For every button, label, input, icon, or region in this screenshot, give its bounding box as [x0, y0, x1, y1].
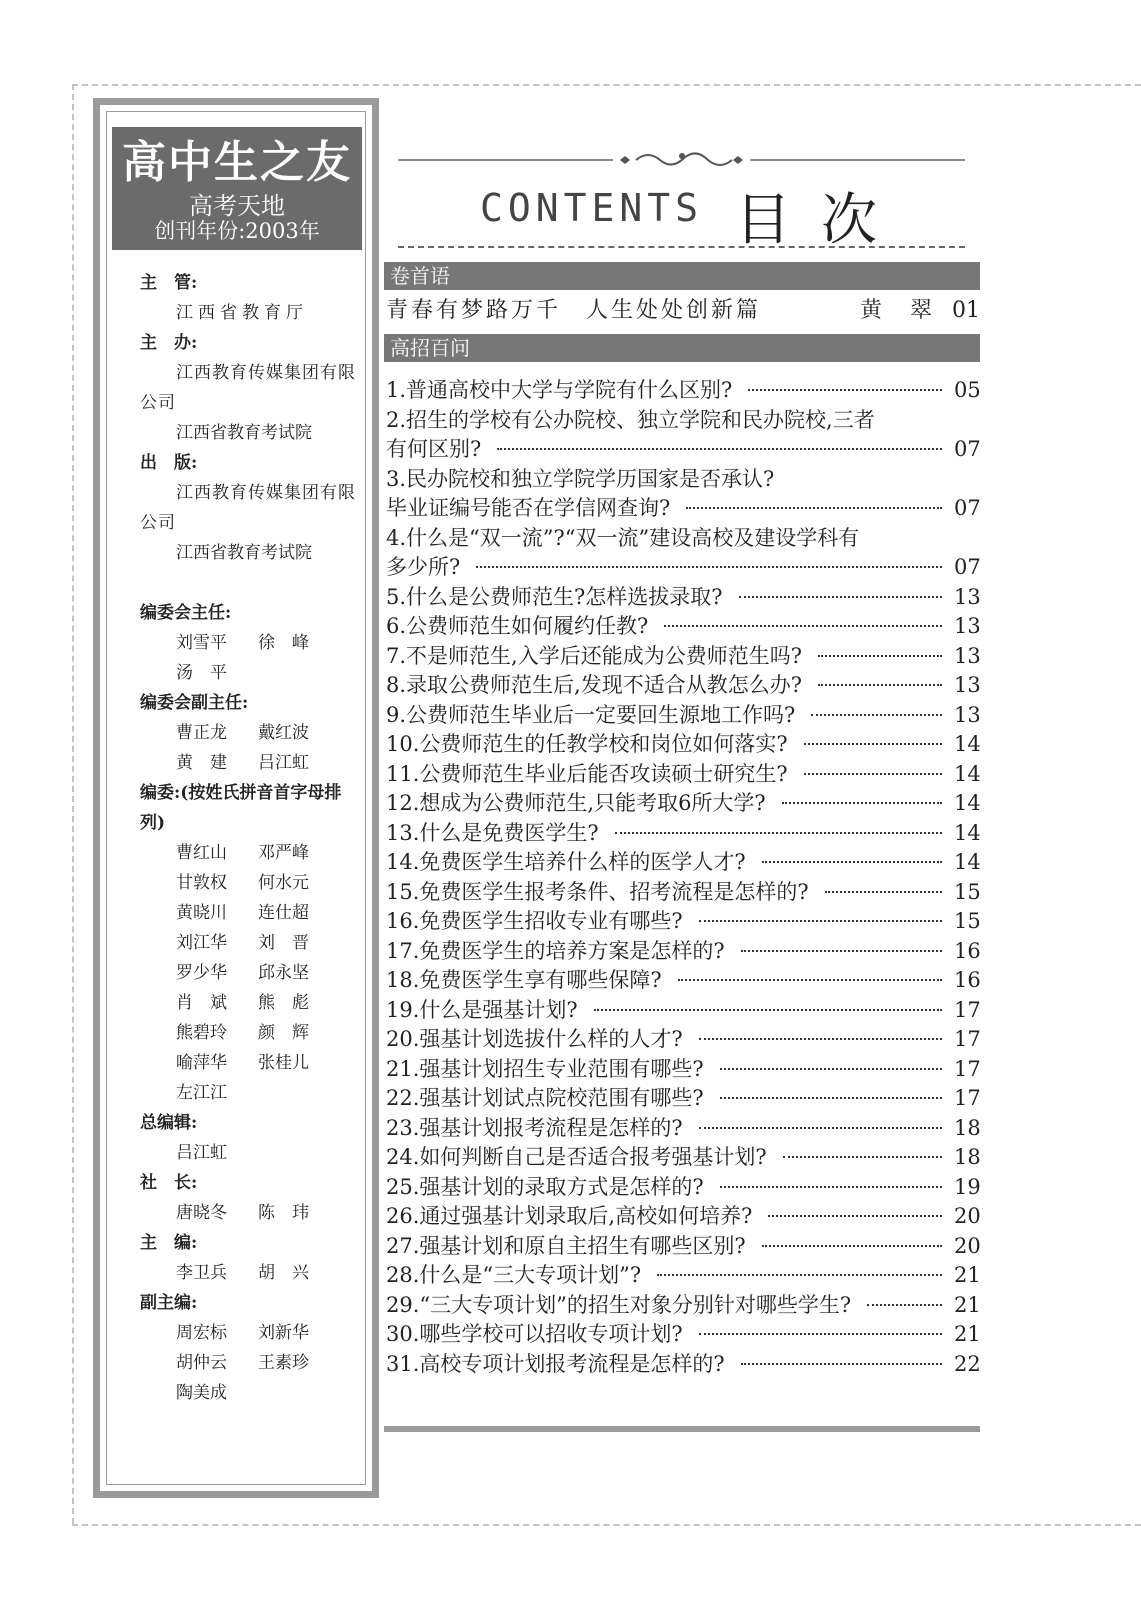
staff-name-row — [140, 1348, 360, 1378]
page-number: 17 — [954, 1056, 981, 1081]
dot-leader — [762, 861, 942, 863]
toc-entry-text: 3.民办院校和独立学院学历国家是否承认? — [386, 466, 775, 491]
toc-entry-text: 1.普通高校中大学与学院有什么区别? — [386, 378, 733, 402]
page-number: 20 — [954, 1204, 981, 1228]
dot-leader — [783, 1156, 942, 1158]
dot-leader — [748, 389, 942, 391]
page-number: 07 — [954, 437, 981, 461]
toc-entry[interactable] — [386, 1350, 980, 1380]
toc-entry-text: 4.什么是“双一流”?“双一流”建设高校及建设学科有 — [386, 525, 860, 550]
toc-entry-text: 29.“三大专项计划”的招生对象分别针对哪些学生? — [386, 1292, 852, 1317]
staff-role: 总编辑: — [140, 1113, 198, 1133]
toc-entry[interactable] — [386, 789, 980, 819]
dot-leader — [699, 1038, 942, 1040]
toc-entry-text: 9.公费师范生毕业后一定要回生源地工作吗? — [386, 702, 796, 727]
dot-leader — [615, 832, 942, 834]
staff-name: 陈 玮 — [258, 1203, 309, 1223]
dot-leader — [594, 1009, 942, 1011]
staff-name: 熊碧玲 — [176, 1023, 227, 1043]
toc-entry-line — [386, 376, 980, 406]
page-number: 21 — [954, 1292, 981, 1317]
toc-entry-text: 24.如何判断自己是否适合报考强基计划? — [386, 1145, 767, 1169]
staff-name-row — [140, 628, 360, 658]
toc-entry-line — [386, 435, 980, 465]
toc-entry-line — [386, 612, 980, 642]
staff-name: 汤 平 — [176, 663, 227, 683]
page-border-bottom — [72, 1524, 1141, 1526]
toc-entry-text: 有何区别? — [386, 437, 482, 461]
contents-cn: 目次 — [735, 188, 907, 253]
dot-leader — [664, 625, 942, 627]
toc-entry-line — [386, 1025, 980, 1055]
toc-entry-line — [386, 1291, 980, 1321]
staff-name-row — [140, 988, 360, 1018]
staff-name: 徐 峰 — [258, 633, 309, 653]
contents-en: CONTENTS — [480, 186, 704, 230]
page-number: 13 — [954, 702, 981, 727]
toc-entry-line — [386, 1350, 980, 1380]
staff-name-row — [140, 1078, 360, 1108]
page-number: 17 — [954, 997, 981, 1022]
staff-name: 罗少华 — [176, 963, 227, 983]
page-number: 13 — [954, 643, 981, 668]
staff-role: 出 版: — [140, 453, 198, 473]
masthead-box — [112, 127, 362, 250]
toc-entry-text: 15.免费医学生报考条件、招考流程是怎样的? — [386, 879, 809, 904]
page-number: 18 — [954, 1145, 981, 1169]
staff-name-row — [140, 1198, 360, 1228]
toc-entry[interactable] — [386, 1055, 980, 1085]
contents-heading — [480, 180, 960, 253]
staff-name: 黄晓川 — [176, 903, 227, 923]
ornament-divider — [398, 150, 965, 170]
toc-entry-text: 11.公费师范生毕业后能否攻读硕士研究生? — [386, 761, 788, 786]
page-border-top — [72, 84, 1141, 86]
toc-entry[interactable] — [386, 465, 980, 524]
dot-leader — [825, 891, 942, 893]
preface-title: 青春有梦路万千 人生处处创新篇 — [386, 298, 762, 323]
founded-year: 创刊年份:2003年 — [154, 219, 320, 243]
dot-leader — [818, 684, 942, 686]
staff-name-row — [140, 748, 360, 778]
toc-entry[interactable] — [386, 937, 980, 967]
staff-name-row — [140, 838, 360, 868]
staff-name: 喻萍华 — [176, 1053, 227, 1073]
toc-entry-text: 26.通过强基计划录取后,高校如何培养? — [386, 1204, 753, 1228]
page-number: 13 — [954, 614, 981, 638]
staff-name: 江西省教育考试院 — [176, 543, 312, 563]
toc-entry-text: 17.免费医学生的培养方案是怎样的? — [386, 938, 725, 963]
staff-name: 李卫兵 — [176, 1263, 227, 1283]
staff-name-row — [140, 1018, 360, 1048]
dot-leader — [720, 1186, 942, 1188]
page-number: 15 — [954, 909, 981, 933]
page-number: 20 — [954, 1233, 981, 1258]
staff-name: 戴红波 — [258, 723, 309, 743]
staff-name: 邓严峰 — [258, 843, 309, 863]
staff-name: 胡 兴 — [258, 1263, 309, 1283]
dot-leader — [476, 566, 942, 568]
page-number: 14 — [954, 732, 981, 756]
staff-name: 刘新华 — [258, 1323, 309, 1343]
dot-leader — [699, 1127, 942, 1129]
toc-entry-text: 30.哪些学校可以招收专项计划? — [386, 1322, 683, 1346]
toc-entry-line — [386, 1084, 980, 1114]
toc-entry-text: 毕业证编号能否在学信网查询? — [386, 496, 671, 520]
dot-leader — [811, 714, 942, 716]
toc-entry-line — [386, 1114, 980, 1144]
toc-entry[interactable] — [386, 966, 980, 996]
toc-entry-line — [386, 1202, 980, 1232]
staff-name: 刘 晋 — [258, 933, 309, 953]
staff-name: 刘雪平 — [176, 633, 227, 653]
toc-entry-text: 20.强基计划选拔什么样的人才? — [386, 1027, 683, 1051]
toc-entry-line — [386, 1320, 980, 1350]
dot-leader — [804, 773, 942, 775]
toc-entry-text: 2.招生的学校有公办院校、独立学院和民办院校,三者 — [386, 407, 875, 432]
preface-entry[interactable] — [386, 296, 980, 326]
page-number: 07 — [954, 555, 981, 579]
toc-entry[interactable] — [386, 671, 980, 701]
toc-entry-line — [386, 671, 980, 701]
staff-name-row — [140, 1048, 360, 1078]
toc-entry[interactable] — [386, 1202, 980, 1232]
dot-leader — [867, 1304, 942, 1306]
dot-leader — [762, 1245, 942, 1247]
staff-name-row — [140, 1138, 360, 1168]
page-number: 16 — [954, 938, 981, 963]
toc-entry-line — [386, 730, 980, 760]
toc-entry[interactable] — [386, 701, 980, 731]
toc-entry[interactable] — [386, 642, 980, 672]
dot-leader — [720, 1097, 942, 1099]
toc-entry[interactable] — [386, 583, 980, 613]
toc-entry-text: 多少所? — [386, 555, 461, 579]
staff-role: 社 长: — [140, 1173, 198, 1193]
toc-entry-line — [386, 996, 980, 1026]
dot-leader — [497, 448, 942, 450]
page-number: 14 — [954, 820, 981, 845]
dot-leader — [804, 743, 942, 745]
staff-name: 颜 辉 — [258, 1023, 309, 1043]
staff-name: 刘江华 — [176, 933, 227, 953]
staff-name: 胡仲云 — [176, 1353, 227, 1373]
toc-entry-line — [386, 907, 980, 937]
dot-leader — [699, 1333, 942, 1335]
toc-entry[interactable] — [386, 1084, 980, 1114]
toc-entry[interactable] — [386, 1114, 980, 1144]
page-number: 13 — [954, 584, 981, 609]
staff-name-row — [140, 958, 360, 988]
page-number: 22 — [954, 1351, 981, 1376]
page-number: 07 — [954, 496, 981, 520]
staff-name: 左江江 — [176, 1083, 227, 1103]
staff-name: 江西教育传媒集团有限公司 — [140, 363, 356, 413]
toc-entry[interactable] — [386, 730, 980, 760]
staff-name-row — [140, 928, 360, 958]
staff-name-row — [140, 868, 360, 898]
page-number: 19 — [954, 1174, 981, 1199]
staff-name: 甘敦权 — [176, 873, 227, 893]
staff-name-row — [140, 1318, 360, 1348]
toc-entry-text: 21.强基计划招生专业范围有哪些? — [386, 1056, 704, 1081]
toc-entry[interactable] — [386, 376, 980, 406]
bottom-rule — [384, 1426, 980, 1432]
dot-leader — [768, 1215, 942, 1217]
page-number: 14 — [954, 850, 981, 874]
staff-name-row — [140, 1258, 360, 1288]
staff-role: 主 管: — [140, 273, 198, 293]
toc-entry-line — [386, 878, 980, 908]
toc-entry[interactable] — [386, 848, 980, 878]
toc-entry-text: 25.强基计划的录取方式是怎样的? — [386, 1174, 704, 1199]
toc-entry[interactable] — [386, 1261, 980, 1291]
page-number: 13 — [954, 673, 981, 697]
staff-name: 周宏标 — [176, 1323, 227, 1343]
toc-entry[interactable] — [386, 996, 980, 1026]
staff-name-row — [140, 658, 360, 688]
toc-entry-line — [386, 1232, 980, 1262]
toc-entry[interactable] — [386, 1143, 980, 1173]
dot-leader — [720, 1068, 942, 1070]
staff-role: 编委会主任: — [140, 603, 232, 623]
staff-name: 何水元 — [258, 873, 309, 893]
toc-entry[interactable] — [386, 1291, 980, 1321]
staff-name-row — [140, 1378, 360, 1408]
staff-role: 主 办: — [140, 333, 198, 353]
toc-entry[interactable] — [386, 1232, 980, 1262]
page-number: 01 — [952, 298, 980, 323]
page-number: 21 — [954, 1263, 981, 1287]
page-number: 05 — [954, 378, 981, 402]
staff-name: 江西省教育考试院 — [176, 423, 312, 443]
staff-list — [140, 268, 360, 1408]
staff-name: 吕江虹 — [176, 1143, 227, 1163]
toc-entry-text: 5.什么是公费师范生?怎样选拔录取? — [386, 584, 723, 609]
section-header: 卷首语 — [384, 262, 980, 290]
staff-name-row — [140, 898, 360, 928]
toc-entry-line — [386, 642, 980, 672]
dot-leader — [818, 655, 942, 657]
preface-author: 黄翠 — [860, 298, 961, 323]
toc-entry-line — [386, 966, 980, 996]
page-border-left — [72, 84, 74, 1524]
toc-entry[interactable] — [386, 1025, 980, 1055]
toc-entry-line — [386, 494, 980, 524]
dot-leader — [741, 950, 942, 952]
toc-entry[interactable] — [386, 406, 980, 465]
page-number: 15 — [954, 879, 981, 904]
magazine-title: 高中生之友 — [122, 137, 352, 188]
staff-name: 连仕超 — [258, 903, 309, 923]
page-number: 16 — [954, 968, 981, 992]
toc-entry-text: 23.强基计划报考流程是怎样的? — [386, 1115, 683, 1140]
toc-entry-line — [386, 1261, 980, 1291]
magazine-subtitle: 高考天地 — [189, 192, 285, 220]
toc-entry-line — [386, 1143, 980, 1173]
page-number: 17 — [954, 1086, 981, 1110]
toc-entry[interactable] — [386, 612, 980, 642]
toc-entry-text: 28.什么是“三大专项计划”? — [386, 1263, 642, 1287]
staff-name: 唐晓冬 — [176, 1203, 227, 1223]
staff-role: 主 编: — [140, 1233, 198, 1253]
toc-entry-text: 7.不是师范生,入学后还能成为公费师范生吗? — [386, 643, 802, 668]
dot-leader — [699, 920, 942, 922]
staff-name: 陶美成 — [176, 1383, 227, 1403]
staff-name: 张桂儿 — [258, 1053, 309, 1073]
toc-entry-line — [386, 701, 980, 731]
staff-name: 曹正龙 — [176, 723, 227, 743]
dot-leader — [657, 1274, 942, 1276]
toc-entry-line — [386, 1173, 980, 1203]
staff-role: 副主编: — [140, 1293, 198, 1313]
staff-role: 编委:(按姓氏拼音首字母排列) — [140, 783, 342, 833]
toc-entry[interactable] — [386, 1320, 980, 1350]
toc-entry-text: 10.公费师范生的任教学校和岗位如何落实? — [386, 732, 788, 756]
staff-name: 黄 建 — [176, 753, 227, 773]
toc-entry-text: 14.免费医学生培养什么样的医学人才? — [386, 850, 746, 874]
heading-rule — [398, 246, 965, 248]
toc-list — [386, 376, 980, 1379]
toc-entry-text: 16.免费医学生招收专业有哪些? — [386, 909, 683, 933]
dot-leader — [686, 507, 942, 509]
toc-entry[interactable] — [386, 878, 980, 908]
staff-name: 吕江虹 — [258, 753, 309, 773]
staff-name: 曹红山 — [176, 843, 227, 863]
staff-name: 江西省教育厅 — [176, 303, 308, 323]
toc-entry-line — [386, 937, 980, 967]
dot-leader — [678, 979, 942, 981]
page-number: 18 — [954, 1115, 981, 1140]
page-number: 14 — [954, 791, 981, 815]
toc-entry-line — [386, 819, 980, 849]
toc-entry-line — [386, 760, 980, 790]
staff-name: 王素珍 — [258, 1353, 309, 1373]
staff-name-row — [140, 718, 360, 748]
toc-entry-text: 27.强基计划和原自主招生有哪些区别? — [386, 1233, 746, 1258]
toc-entry[interactable] — [386, 1173, 980, 1203]
dot-leader — [739, 596, 942, 598]
toc-entry-text: 19.什么是强基计划? — [386, 997, 578, 1022]
toc-entry[interactable] — [386, 524, 980, 583]
toc-entry-line — [386, 553, 980, 583]
toc-entry-line — [386, 1055, 980, 1085]
toc-entry-text: 18.免费医学生享有哪些保障? — [386, 968, 662, 992]
staff-role: 编委会副主任: — [140, 693, 249, 713]
toc-entry-line — [386, 789, 980, 819]
toc-entry[interactable] — [386, 760, 980, 790]
toc-entry-text: 31.高校专项计划报考流程是怎样的? — [386, 1351, 725, 1376]
toc-entry-line — [386, 848, 980, 878]
toc-entry-text: 13.什么是免费医学生? — [386, 820, 599, 845]
page-number: 21 — [954, 1322, 981, 1346]
toc-entry-text: 12.想成为公费师范生,只能考取6所大学? — [386, 791, 766, 815]
toc-entry-text: 22.强基计划试点院校范围有哪些? — [386, 1086, 704, 1110]
staff-name: 江西教育传媒集团有限公司 — [140, 483, 356, 533]
toc-entry-text: 8.录取公费师范生后,发现不适合从教怎么办? — [386, 673, 802, 697]
page-number: 17 — [954, 1027, 981, 1051]
dot-leader — [782, 802, 942, 804]
staff-name: 邱永坚 — [258, 963, 309, 983]
section-header: 高招百问 — [384, 334, 980, 362]
toc-entry-line — [386, 583, 980, 613]
toc-entry[interactable] — [386, 907, 980, 937]
page-number: 14 — [954, 761, 981, 786]
staff-name: 肖 斌 — [176, 993, 227, 1013]
toc-entry[interactable] — [386, 819, 980, 849]
toc-entry-text: 6.公费师范生如何履约任教? — [386, 614, 649, 638]
staff-name: 熊 彪 — [258, 993, 309, 1013]
dot-leader — [741, 1363, 942, 1365]
